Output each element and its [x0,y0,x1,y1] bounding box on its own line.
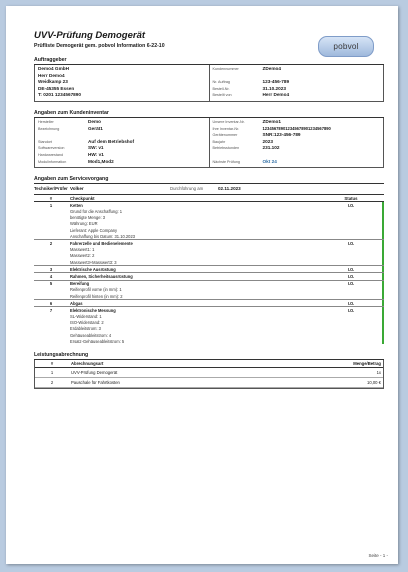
row-amount: 10,00 € [317,378,383,388]
row-number: 2 [35,378,69,388]
field-row [38,152,206,159]
field-row [38,119,206,126]
field-label: Kundennummer [212,67,239,71]
field-value: HW: v1 [88,151,104,157]
inventar-left [35,118,210,167]
field-value: Mod1,Mod2 [88,158,114,164]
service-heading: Angaben zum Servicevorgang [34,176,384,184]
leistung-box [34,360,384,389]
status-bar [382,240,384,247]
field-value: 231.102 [262,145,280,151]
field-value: ZDemo4 [262,66,281,71]
checkpoint-detail: Grund für die Anschaffung: 1 [70,209,123,215]
field-row [213,73,381,80]
document-page [6,6,398,564]
checkpoint-detail-row [34,259,384,266]
checkpoint-name: Abgas [68,300,320,307]
row-name: Pauschale für Fahrtkosten [69,378,317,388]
checkpoint-row [34,266,384,273]
field-label: Standort [38,139,52,144]
checkpoint-detail-row [34,338,384,344]
technician-row [34,184,384,195]
field-row [213,79,381,86]
checkpoint-detail: SL-Widerstand: 1 [70,314,102,320]
row-amount: 1x [317,368,383,378]
field-row [213,145,381,152]
column-header: Abrechnungsart [69,360,317,368]
auftraggeber-address [35,65,210,101]
checkpoint-detail: Reifenprofil vorne (in mm): 1 [70,287,122,293]
detail-spacer [34,259,68,266]
checkpoint-detail: Gehäuseableitstrom: 4 [70,332,112,338]
checkpoint-detail-row [34,233,384,240]
row-name: UVV-Prüfung Demogerät [69,368,317,378]
column-header: # [35,360,69,368]
status-bar [382,300,384,307]
field-row [38,145,206,152]
checkpoint-detail: benötigte Menge: 3 [70,215,106,221]
field-value: 123-456-789 [262,79,290,85]
checkpoint-status: I.O. [320,280,382,287]
leistung-row [35,378,383,388]
field-value: 12345678901234567890123456789​0 [262,125,331,131]
field-row [213,66,381,73]
column-header: Checkpunkt [68,195,320,202]
checkpoint-number: 3 [34,266,68,273]
checkpoint-name: Elektrische Ausrüstung [68,266,320,273]
field-label: Nächste Prüfung [212,159,240,164]
detail-spacer [320,259,382,266]
leistung-heading: Leistungsabrechnung [34,352,384,360]
status-bar [382,202,384,209]
field-label: Hardwarestand [38,152,64,157]
field-value: Demo [88,118,102,124]
auftraggeber-box [34,65,384,102]
checkpoint-detail: ISO-Widerstand: 2 [70,320,104,326]
field-value: Auf dem Betriebshof [88,138,135,144]
detail-spacer [34,338,68,344]
checkpoint-status: I.O. [320,273,382,280]
checkpoint-row [34,300,384,307]
field-value: 2023 [262,138,273,144]
status-bar [382,280,384,287]
auftraggeber-fields [210,65,384,101]
detail-spacer [320,293,382,300]
checkpoint-detail: Masswert2: 2 [70,253,95,259]
field-row [213,152,381,159]
pobvol-logo [318,36,374,57]
date-value: 02.11.2023 [218,186,241,192]
checkpoint-detail: Währung: EUR [70,221,98,227]
checkpoint-status: I.O. [320,266,382,273]
checkpoint-row [34,273,384,280]
field-label: Bestell-Nr. [212,86,230,91]
document-title: UVV-Prüfung Demogerät [34,30,146,41]
checkpoint-name: Elektronische Messung [68,307,320,314]
checkpoint-name: Fahrerzelle und Bedienelemente [68,240,320,247]
checkpoint-name: Rahmen, Sicherheitsausrüstung [68,273,320,280]
status-bar [382,293,384,300]
checkpoint-detail: Anschaffung bis Datum: 31.10.2023 [70,233,136,239]
checkpoint-number: 6 [34,300,68,307]
status-bar [382,273,384,280]
checkpoint-row [34,240,384,247]
checkpoint-detail: Reifenprofil hinten (in mm): 2 [70,293,123,299]
inventar-right [210,118,384,167]
field-row [38,159,206,166]
field-label: Baujahr [212,139,226,144]
status-bar [382,233,384,240]
status-bar [382,307,384,314]
status-bar [382,338,384,344]
checkpoint-number: 5 [34,280,68,287]
checkpoint-number: 4 [34,273,68,280]
status-bar [382,266,384,273]
checkpoint-detail: Masswert1: 1 [70,247,95,253]
address-line: T: 0201 1234567890 [38,92,82,98]
detail-spacer [320,233,382,240]
next-inspection-value: Okt 24 [262,158,277,164]
checkpoint-status: I.O. [320,240,382,247]
address-line: Weidkamp 23 [38,79,68,85]
checkpoint-row [34,202,384,209]
address-line: Demo4 GmbH [38,66,69,71]
field-row [213,119,381,126]
checkpoint-status: I.O. [320,202,382,209]
checkpoint-row [34,307,384,314]
field-label: Betriebsstunden [212,146,240,151]
field-row [213,159,381,166]
detail-spacer [320,338,382,344]
checkpoint-detail: Ersatz-Gehäuseableitstrom: 5 [70,338,125,344]
checkpoint-status: I.O. [320,307,382,314]
checkpoint-number: 2 [34,240,68,247]
checkpoint-number: 7 [34,307,68,314]
leistung-header-row [35,360,383,368]
field-value: Herr Demo4 [262,92,290,98]
column-header: # [34,195,68,202]
row-number: 1 [35,368,69,378]
field-label: Modulinformation [38,159,67,164]
field-row [38,132,206,139]
field-row [213,132,381,139]
field-row [213,139,381,146]
leistung-row [35,368,383,378]
auftraggeber-heading: Auftraggeber [34,57,384,65]
technician-label: Techniker/Prüfer [34,186,68,192]
detail-spacer [34,293,68,300]
field-label: Unsere Inventar-Nr. [212,119,245,124]
field-row [213,126,381,133]
field-value: SNR:123-456-789 [262,132,301,138]
checkpoint-name: Bereifung [68,280,320,287]
field-row [38,126,206,133]
field-value: Gerät1 [88,125,103,131]
technician-value: Volker [70,186,84,192]
date-label: Durchführung am [170,186,204,192]
field-label: Gerätenummer [212,133,238,138]
field-row [213,86,381,93]
field-label: Bestellt von [212,93,232,98]
field-value: ZDemo1 [262,118,281,124]
column-header: Status [320,195,382,202]
address-line: Herr Demo4 [38,72,65,78]
checkpoint-number: 1 [34,202,68,209]
status-bar [382,259,384,266]
field-row [213,92,381,99]
checkpoint-name: Ketten [68,202,320,209]
field-value: SW: v1 [88,145,104,151]
page-footer: Seite - 1 - [368,553,388,558]
checkpoint-detail: Masswert3+Masswert3: 3 [70,259,117,265]
field-label: Ihre Inventar-Nr. [212,126,240,131]
checkpoint-header-row [34,195,384,202]
checkpoint-detail-row [34,293,384,300]
checkpoint-table [34,195,384,344]
checkpoint-detail: Erdableitstrom: 3 [70,326,101,332]
document-subtitle: Prüfliste Demogerät gem. pobvol Information 6-22-10 [34,43,165,49]
field-label: Bezeichnung [38,126,60,131]
address-line: DE-45355 Essen [38,85,75,91]
checkpoint-row [34,280,384,287]
detail-spacer [34,233,68,240]
checkpoint-detail: Lieferant: Apple Company [70,227,118,233]
inventar-box [34,118,384,168]
field-row [38,139,206,146]
checkpoint-body [34,202,384,345]
status-bar-header [382,195,384,202]
checkpoint-status: I.O. [320,300,382,307]
column-header: Menge/Betrag [317,360,383,368]
logo-text: pobvol [333,42,359,51]
leistung-table [35,360,383,388]
inventar-heading: Angaben zum Kundeninventar [34,110,384,118]
field-label: Hersteller [38,119,54,124]
field-value: 31.10.2023 [262,85,286,91]
field-label: Nr. Auftrag [212,80,230,85]
field-label: Softwareversion [38,146,65,151]
